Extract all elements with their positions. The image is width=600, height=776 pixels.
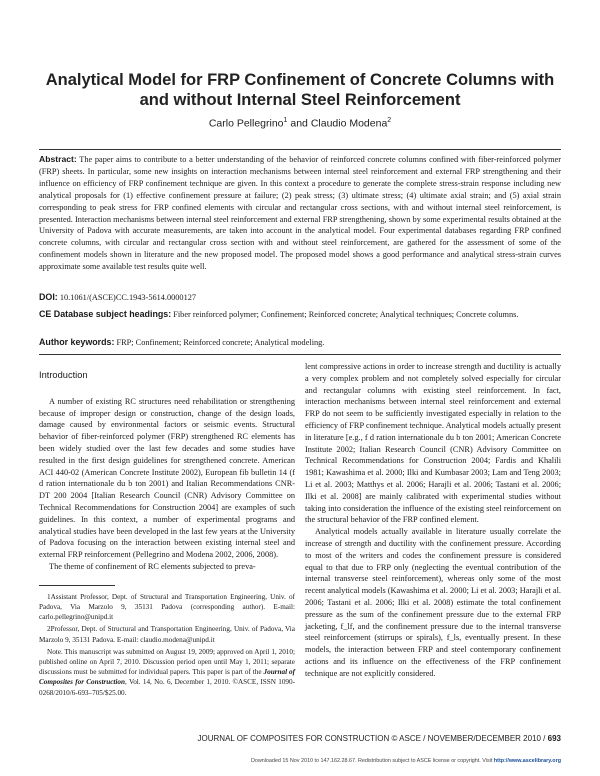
abstract-text: The paper aims to contribute to a better understanding of the behavior of reinforced concrete columns confined with fiber-reinforced polymer (FRP) sheets. In particular, some new insights on interaction mechanisms between internal steel reinforcement and external FRP strengthening and their influence on efficiency of FRP confinement technique are given. In this context a procedure to generate the complete stress-strain response including new analytical proposals for (1) effective confinement pressure at failure; (2) peak stress; (3) ultimate stress; (4) ultimate axial strain; and (5) axial strain corresponding to peak stress for FRP confined elements with circular and rectangular cross sections, with and without internal steel reinforcement, is presented. Interaction mechanisms between internal steel reinforcement and external FRP strengthening, shown by some experimental results obtained at the University of Padova with accurate measurements, are taken into account in the analytical model. Four experimental databases regarding FRP confined concrete columns, with circular and rectangular cross section with and without steel reinforcement, are gathered for the assessment of some of the confinement models shown in literature and the new proposed model. The proposed model shows a good performance and analytical stress-strain curves approximate some available test results quite well. bbox=[39, 155, 561, 272]
download-text: Downloaded 15 Nov 2010 to 147.162.28.67. Redistribution subject to ASCE license or copyright. Visit bbox=[250, 758, 493, 764]
right-column bbox=[305, 361, 561, 680]
footnote-note bbox=[39, 647, 295, 698]
author-affiliation-mark: 2 bbox=[387, 117, 392, 124]
footnote: 2Professor, Dept. of Structural and Transportation Engineering, Univ. of Padova, Via Marzolo 9, 35131 Padova. E-mail: claudio.modena@unipd.it bbox=[39, 625, 295, 644]
author-joiner: and bbox=[290, 117, 308, 130]
footnote: 1Assistant Professor, Dept. of Structural and Transportation Engineering, Univ. of Padova, Via Marzolo 9, 35131 Padova (corresponding author). E-mail: carlo.pellegrino@unipd.it bbox=[39, 592, 295, 622]
author-name: Carlo Pellegrino bbox=[208, 117, 284, 130]
doi-label: DOI: bbox=[39, 292, 58, 302]
doi-value[interactable]: 10.1061/(ASCE)CC.1943-5614.0000127 bbox=[59, 293, 197, 302]
body-paragraph: A number of existing RC structures need rehabilitation or strengthening because of improper design or construction, change of the design loads, damage caused by environmental factors or seismic events. Structural behavior of fiber-reinforced polymer (FRP) strengthened RC elements has been widely studied over the last few decades and some studies have resulted in the first design guidelines for strengthened concrete. American ACI 440-02 (American Concrete Institute 2002), European fib bulletin 14 (f d ration internationale du b ton 2001) and Italian Recommendations CNR-DT 200 2004 [Italian Research Council (CNR) Advisory Committee on Technical Recommendations for Construction 2004] are examples of such guidelines. In this context, a number of experimental programs and analytical studies have been developed in the last few years at the University of Padova focusing on the interaction between existing internal steel and external FRP reinforcement (Pellegrino and Modena 2002, 2006, 2008). bbox=[39, 396, 295, 560]
note-text: , Vol. 14, No. 6, December 1, 2010. ©ASCE, ISSN 1090-0268/2010/6-693–705/$25.00. bbox=[39, 678, 296, 697]
author-keywords bbox=[39, 337, 561, 349]
body-paragraph: lent compressive actions in order to increase strength and ductility is actually a very complex problem and not completely solved especially for circular and rectangular columns with existing steel reinforcement. In fact, interaction mechanisms between internal steel reinforcement and external FRP do not seem to be sufficiently investigated especially in relation to the efficiency of FRP confinement technique. Analytical models actually present in literature [e.g., f d ration internationale du b ton 2001; American Concrete Institute 2002; Italian Research Council (CNR) Advisory Committee on Technical Recommendations for Construction 2004; Fardis and Khalili 1981; Kawashima et al. 2000; Ilki and Kumbasar 2003; Lam and Teng 2003; Li et al. 2003; Matthys et al. 2006; Harajli et al. 2006; Tastani et al. 2006; Ilki et al. 2008] are mainly calibrated with experimental studies without taking into consideration the influence of the existing steel reinforcement on the structural behavior of the FRP confined element. bbox=[305, 362, 561, 525]
author-name: Claudio Modena bbox=[310, 117, 388, 130]
header-divider bbox=[39, 149, 561, 150]
author-affiliation-mark: 1 bbox=[283, 117, 288, 124]
keywords-value: FRP; Confinement; Reinforced concrete; Analytical modeling. bbox=[116, 338, 325, 347]
abstract-divider bbox=[39, 354, 561, 355]
author-line bbox=[40, 117, 560, 130]
body-paragraph: The theme of confinement of RC elements subjected to preva- bbox=[49, 561, 256, 571]
ce-headings bbox=[39, 309, 561, 321]
abstract-block bbox=[39, 154, 561, 273]
doi-line bbox=[39, 292, 561, 304]
footnotes bbox=[39, 592, 295, 698]
note-text: Note. This manuscript was submitted on August 19, 2009; approved on April 1, 2010; published online on April 7, 2010. Discussion period open until May 1, 2011; separate discussions must be submitted for individual papers. This paper is part of the bbox=[39, 647, 295, 677]
keywords-label: Author keywords: bbox=[39, 337, 115, 347]
note-journal-name: Journal of Composites for Construction bbox=[39, 668, 295, 687]
paper-title: Analytical Model for FRP Confinement of Concrete Columns with and without Internal Steel Reinforcement bbox=[45, 71, 555, 109]
journal-footer-text: JOURNAL OF COMPOSITES FOR CONSTRUCTION © ASCE / NOVEMBER/DECEMBER 2010 / bbox=[197, 734, 546, 743]
left-column bbox=[39, 370, 295, 700]
section-heading: Introduction bbox=[39, 370, 88, 380]
library-link[interactable]: http://www.ascelibrary.org bbox=[493, 758, 561, 764]
ce-headings-label: CE Database subject headings: bbox=[39, 309, 172, 319]
ce-headings-value: Fiber reinforced polymer; Confinement; Reinforced concrete; Analytical techniques; Concrete columns. bbox=[173, 310, 519, 319]
page-number: 693 bbox=[547, 734, 561, 743]
download-notice bbox=[39, 758, 561, 764]
body-paragraph: Analytical models actually available in literature usually correlate the increase of strength and ductility with the confinement pressure. According to most of the writers and codes the confinement pressure is considered equal to that due to FRP only (neglecting the eventual contribution of the internal transverse steel reinforcement), whereas only some of the most recent analytical models (Kawashima et al. 2000; Li et al. 2003; Harajli et al. 2006; Tastani et al. 2006; Ilki et al. 2008) estimate the total confinement pressure as the sum of the confinement pressure due to the external FRP jacketing, f_lf, and the confinement pressure due to the internal transverse steel reinforcement (stirrups or spirals), f_ls, eventually present. In these models, the interaction between FRP and steel contemporary confinement actions and its influence on the effectiveness of the FRP confinement technique are not explicitly considered. bbox=[305, 527, 561, 678]
footnote-divider bbox=[39, 585, 115, 586]
abstract-label: Abstract: bbox=[39, 154, 77, 164]
journal-footer bbox=[39, 734, 561, 743]
